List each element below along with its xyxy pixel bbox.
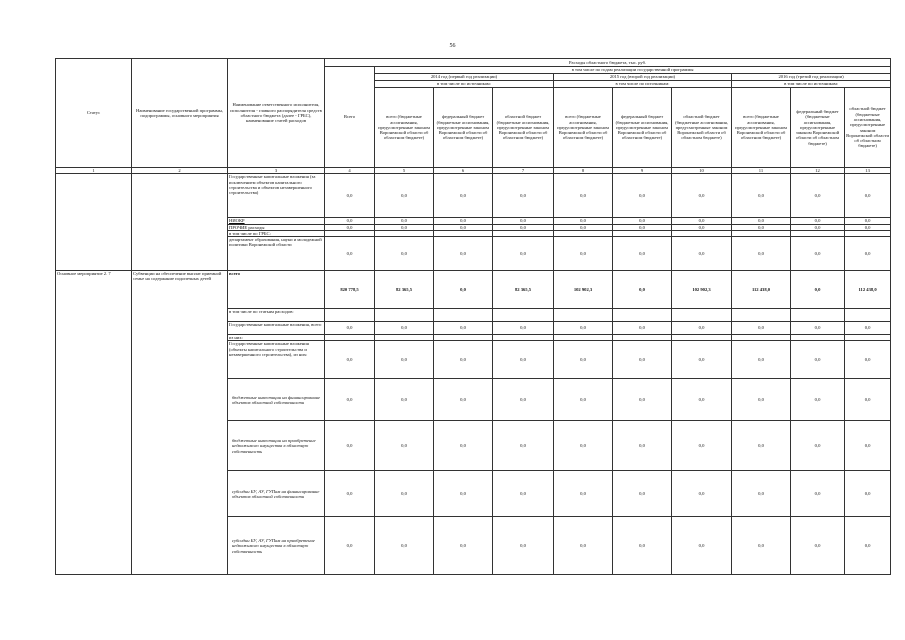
value-cell: 0,0	[375, 379, 434, 421]
row-label: бюджетные инвестиции на приобретение недвижимого имущества в областную собственность	[228, 421, 325, 471]
value-cell: 0,0	[325, 517, 375, 575]
value-cell: 0,0	[845, 174, 891, 218]
value-cell: 0,0	[672, 218, 732, 224]
value-cell: 0,0	[434, 271, 493, 309]
value-cell	[732, 309, 791, 322]
column-number-cell: 7	[493, 168, 554, 174]
sub-all-2014: всего (бюджетные ассигнования, предусмотренные законом Воронежской области об областном бюджете)	[375, 88, 434, 168]
sub-fed-2015: федеральный бюджет (бюджетные ассигнования, предусмотренные законом Воронежской области об областном бюджете)	[613, 88, 672, 168]
value-cell: 0,0	[434, 237, 493, 271]
value-cell: 0,0	[325, 224, 375, 230]
page-number: 56	[449, 43, 456, 49]
value-cell: 0,0	[672, 517, 732, 575]
value-cell	[325, 309, 375, 322]
value-cell: 0,0	[613, 341, 672, 379]
program-cell: Субвенции на обеспечение выплат приемной семье на содержание подопечных детей	[132, 271, 228, 575]
value-cell	[672, 309, 732, 322]
value-cell: 0,0	[554, 218, 613, 224]
value-cell: 0,0	[845, 224, 891, 230]
value-cell: 0,0	[613, 471, 672, 517]
value-cell: 0,0	[375, 471, 434, 517]
sub-all-2016: всего (бюджетные ассигнования, предусмотренные законом Воронежской области об областном бюджете)	[732, 88, 791, 168]
value-cell: 0,0	[554, 421, 613, 471]
value-cell: 0,0	[554, 174, 613, 218]
value-cell: 0,0	[434, 224, 493, 230]
value-cell: 0,0	[613, 322, 672, 335]
value-cell: 0,0	[325, 379, 375, 421]
row-label: департамент образования, науки и молодежной политики Воронежской области	[228, 237, 325, 271]
row-label: субсидии БУ, АУ, ГУПам на финансирование объектов областной собственности	[228, 471, 325, 517]
status-cell: Основное мероприятие 2. 7	[56, 271, 132, 575]
value-cell: 0,0	[325, 421, 375, 471]
column-number-cell: 10	[672, 168, 732, 174]
row-label: НИОКР	[228, 218, 325, 224]
row-label: из них:	[228, 335, 325, 341]
column-number-cell: 9	[613, 168, 672, 174]
status-cell-empty	[56, 174, 132, 271]
value-cell: 0,0	[325, 218, 375, 224]
value-cell: 0,0	[845, 517, 891, 575]
header-sources-2016: в том числе по источникам:	[732, 81, 891, 88]
value-cell: 0,0	[732, 421, 791, 471]
value-cell: 0,0	[554, 224, 613, 230]
value-cell: 0,0	[672, 237, 732, 271]
value-cell: 102 902,3	[554, 271, 613, 309]
value-cell: 0,0	[493, 218, 554, 224]
value-cell	[493, 309, 554, 322]
column-number-cell: 12	[791, 168, 845, 174]
value-cell: 0,0	[554, 237, 613, 271]
value-cell: 82 365,5	[375, 271, 434, 309]
value-cell: 0,0	[375, 218, 434, 224]
value-cell: 0,0	[434, 174, 493, 218]
row-label: ПРОЧИЕ расходы	[228, 224, 325, 230]
value-cell: 0,0	[375, 341, 434, 379]
value-cell: 0,0	[672, 379, 732, 421]
value-cell: 0,0	[325, 322, 375, 335]
value-cell: 0,0	[375, 322, 434, 335]
column-number-cell: 1	[56, 168, 132, 174]
value-cell	[554, 309, 613, 322]
value-cell: 0,0	[791, 224, 845, 230]
value-cell: 0,0	[434, 517, 493, 575]
value-cell: 0,0	[375, 174, 434, 218]
value-cell: 0,0	[554, 379, 613, 421]
value-cell: 0,0	[375, 421, 434, 471]
header-program: Наименование государственной программы, подпрограммы, основного мероприятия	[132, 59, 228, 168]
value-cell: 0,0	[613, 379, 672, 421]
value-cell: 0,0	[845, 341, 891, 379]
header-year-2015: 2015 год (второй год реализации)	[554, 74, 732, 81]
column-number-cell: 3	[228, 168, 325, 174]
sub-all-2015: всего (бюджетные ассигнования, предусмотренные законом Воронежской области об областном бюджете)	[554, 88, 613, 168]
value-cell: 0,0	[613, 224, 672, 230]
value-cell: 0,0	[732, 471, 791, 517]
value-cell: 112 438,0	[732, 271, 791, 309]
value-cell: 0,0	[791, 218, 845, 224]
value-cell: 0,0	[493, 224, 554, 230]
value-cell: 0,0	[791, 237, 845, 271]
value-cell: 0,0	[613, 421, 672, 471]
header-by-years: в том числе по годам реализации государственной программы	[375, 67, 891, 74]
value-cell: 0,0	[434, 421, 493, 471]
column-number-cell: 2	[132, 168, 228, 174]
value-cell: 0,0	[325, 237, 375, 271]
value-cell: 0,0	[554, 322, 613, 335]
value-cell: 0,0	[845, 322, 891, 335]
row-label: Государственные капитальные вложения (за исключением объектов капитального строительства и объектов незавершенного строительства)	[228, 174, 325, 218]
row-label: Государственные капитальные вложения (объекты капитального строительства и незавершенного строительства), из них:	[228, 341, 325, 379]
value-cell: 0,0	[554, 517, 613, 575]
sub-reg-2015: областной бюджет (бюджетные ассигнования, предусмотренные законом Воронежской области об областном бюджете)	[672, 88, 732, 168]
value-cell: 0,0	[325, 341, 375, 379]
value-cell: 0,0	[732, 218, 791, 224]
value-cell: 0,0	[493, 174, 554, 218]
value-cell: 0,0	[554, 471, 613, 517]
header-executor: Наименование ответственного исполнителя, исполнителя - главного распорядителя средств областного бюджета (далее - ГРБС), наименование статей расходов	[228, 59, 325, 168]
value-cell: 0,0	[672, 322, 732, 335]
value-cell	[845, 309, 891, 322]
value-cell: 0,0	[493, 341, 554, 379]
budget-table	[55, 58, 891, 575]
value-cell: 0,0	[493, 517, 554, 575]
value-cell: 0,0	[791, 174, 845, 218]
value-cell: 0,0	[493, 471, 554, 517]
value-cell: 0,0	[375, 224, 434, 230]
value-cell: 112 438,0	[845, 271, 891, 309]
row-label: Государственные капитальные вложения, всего	[228, 322, 325, 335]
value-cell: 0,0	[375, 517, 434, 575]
row-label: в том числе по ГРБС:	[228, 230, 325, 236]
value-cell: 0,0	[493, 421, 554, 471]
value-cell: 0,0	[672, 224, 732, 230]
value-cell: 0,0	[554, 341, 613, 379]
header-expenses: Расходы областного бюджета, тыс. руб.	[325, 59, 891, 67]
sub-reg-2014: областной бюджет (бюджетные ассигнования, предусмотренные законом Воронежской области об областном бюджете)	[493, 88, 554, 168]
value-cell: 0,0	[791, 517, 845, 575]
header-status: Статус	[56, 59, 132, 168]
header-sources-2015: в том числе по источникам:	[554, 81, 732, 88]
value-cell	[613, 309, 672, 322]
value-cell: 0,0	[493, 237, 554, 271]
value-cell: 0,0	[791, 379, 845, 421]
value-cell: 0,0	[493, 322, 554, 335]
value-cell: 82 365,5	[493, 271, 554, 309]
value-cell: 0,0	[493, 379, 554, 421]
value-cell: 0,0	[791, 322, 845, 335]
header-year-2014: 2014 год (первый год реализации)	[375, 74, 554, 81]
value-cell: 0,0	[732, 237, 791, 271]
value-cell: 0,0	[325, 174, 375, 218]
sub-reg-2016: областной бюджет (бюджетные ассигнования, предусмотренные законом Воронежской области об областном бюджете)	[845, 88, 891, 168]
column-number-cell: 6	[434, 168, 493, 174]
value-cell: 0,0	[613, 218, 672, 224]
value-cell: 0,0	[845, 471, 891, 517]
header-total: Всего	[325, 67, 375, 168]
value-cell: 0,0	[613, 237, 672, 271]
value-cell: 0,0	[434, 379, 493, 421]
value-cell: 0,0	[434, 218, 493, 224]
row-label: в том числе по статьям расходов:	[228, 309, 325, 322]
value-cell: 0,0	[791, 341, 845, 379]
value-cell: 0,0	[672, 471, 732, 517]
value-cell: 0,0	[434, 471, 493, 517]
value-cell: 0,0	[672, 341, 732, 379]
value-cell: 0,0	[845, 379, 891, 421]
column-number-cell: 5	[375, 168, 434, 174]
value-cell	[434, 309, 493, 322]
column-number-cell: 8	[554, 168, 613, 174]
value-cell: 0,0	[732, 322, 791, 335]
sub-fed-2016: федеральный бюджет (бюджетные ассигнования, предусмотренные законом Воронежской области об областном бюджете)	[791, 88, 845, 168]
value-cell: 0,0	[845, 237, 891, 271]
program-cell-empty	[132, 174, 228, 271]
value-cell: 0,0	[791, 471, 845, 517]
value-cell: 0,0	[845, 218, 891, 224]
table-body	[56, 174, 891, 575]
value-cell: 0,0	[434, 341, 493, 379]
column-number-cell: 11	[732, 168, 791, 174]
value-cell: 102 902,3	[672, 271, 732, 309]
table-row	[56, 271, 891, 309]
value-cell: 0,0	[791, 421, 845, 471]
column-number-cell: 4	[325, 168, 375, 174]
row-label: субсидии БУ, АУ, ГУПам на приобретение недвижимого имущества в областную собственность	[228, 517, 325, 575]
value-cell: 0,0	[845, 421, 891, 471]
header-sources-2014: в том числе по источникам:	[375, 81, 554, 88]
header-year-2016: 2016 год (третий год реализации)	[732, 74, 891, 81]
value-cell	[791, 309, 845, 322]
value-cell: 0,0	[613, 517, 672, 575]
value-cell: 0,0	[732, 224, 791, 230]
value-cell: 0,0	[732, 379, 791, 421]
column-number-cell: 13	[845, 168, 891, 174]
value-cell: 0,0	[791, 271, 845, 309]
value-cell: 0,0	[325, 471, 375, 517]
value-cell: 820 778,5	[325, 271, 375, 309]
value-cell: 0,0	[375, 237, 434, 271]
value-cell: 0,0	[672, 421, 732, 471]
sub-fed-2014: федеральный бюджет (бюджетные ассигнования, предусмотренные законом Воронежской области об областном бюджете)	[434, 88, 493, 168]
row-label: всего	[228, 271, 325, 309]
value-cell: 0,0	[732, 341, 791, 379]
value-cell: 0,0	[613, 174, 672, 218]
value-cell: 0,0	[732, 174, 791, 218]
row-label: бюджетные инвестиции на финансирование объектов областной собственности	[228, 379, 325, 421]
value-cell	[375, 309, 434, 322]
value-cell: 0,0	[434, 322, 493, 335]
value-cell: 0,0	[613, 271, 672, 309]
table-row	[56, 174, 891, 218]
value-cell: 0,0	[732, 517, 791, 575]
value-cell: 0,0	[672, 174, 732, 218]
